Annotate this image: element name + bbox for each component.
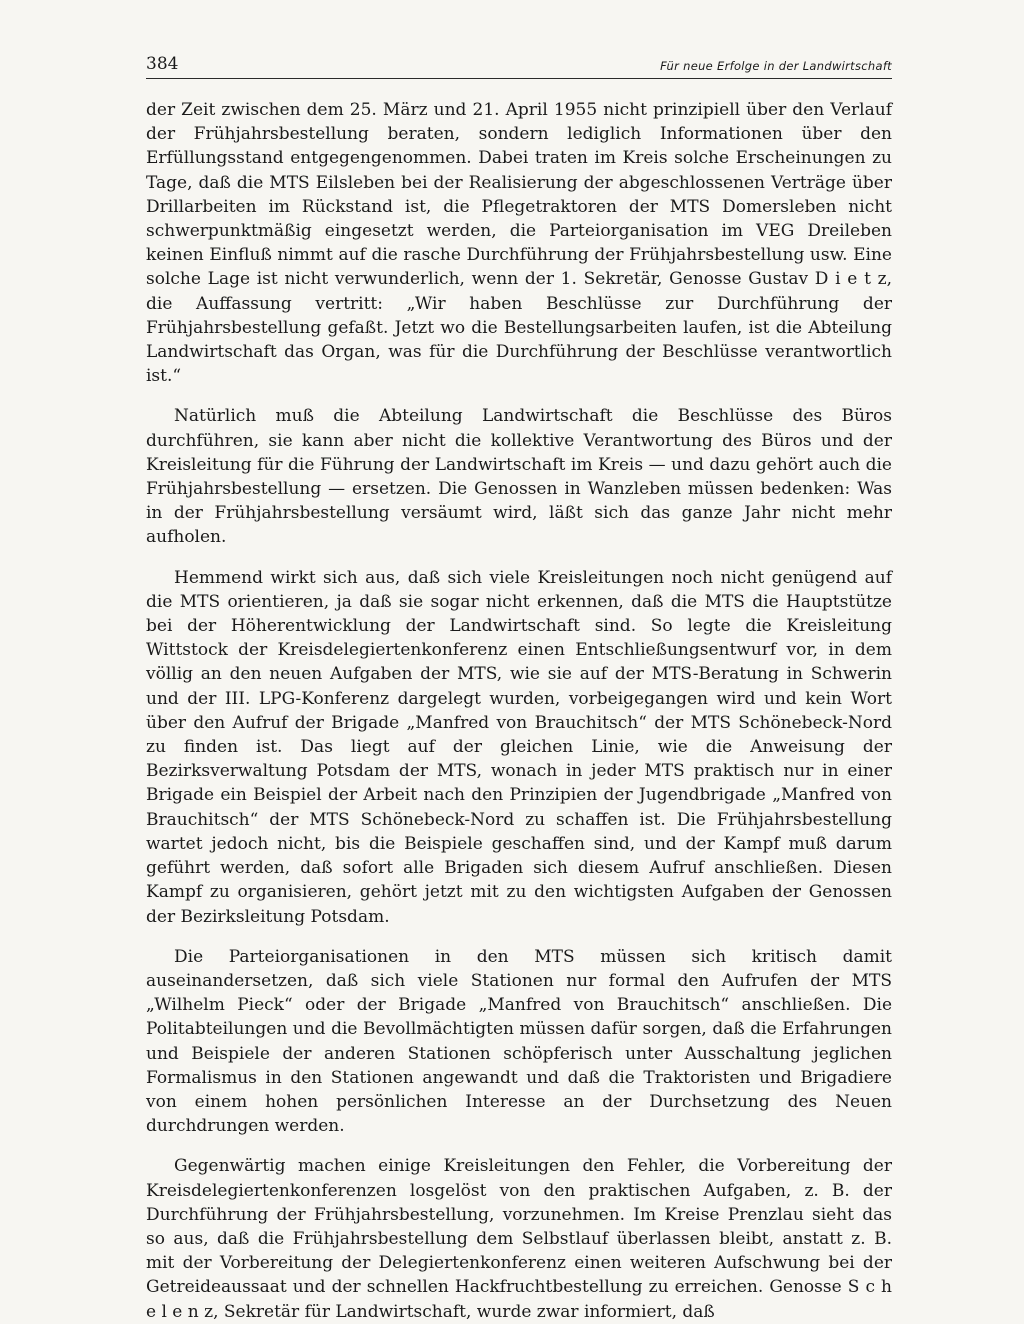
page-header: [146, 52, 892, 79]
paragraph: Die Parteiorganisationen in den MTS müssen sich kritisch damit auseinandersetzen, daß sich viele Stationen nur formal den Aufrufen der MTS „Wilhelm Pieck“ oder der Brigade „Manfred von Brauchitsch“ anschließen. Die Politabteilungen und die Bevollmächtigten müssen dafür sorgen, daß die Erfahrungen und Beispiele der anderen Stationen schöpferisch unter Ausschaltung jeglichen Formalismus in den Stationen angewandt und daß die Traktoristen und Brigadiere von einem hohen persönlichen Interesse an der Durchsetzung des Neuen durchdrungen werden.: [146, 946, 892, 1137]
page-number: 384: [146, 54, 179, 74]
paragraph: der Zeit zwischen dem 25. März und 21. April 1955 nicht prinzipiell über den Verlauf der Frühjahrsbestellung beraten, sondern lediglich Informationen über den Erfüllungsstand entgegengenommen. Dabei traten im Kreis solche Erscheinungen zu Tage, daß die MTS Eilsleben bei der Realisierung der abgeschlossenen Verträge über Drillarbeiten im Rückstand ist, die Pflegetraktoren der MTS Domersleben nicht schwerpunktmäßig eingesetzt werden, die Parteiorganisation im VEG Dreileben keinen Einfluß nimmt auf die rasche Durchführung der Frühjahrsbestellung usw. Eine solche Lage ist nicht verwunderlich, wenn der 1. Sekretär, Genosse Gustav D i e t z, die Auffassung vertritt: „Wir haben Beschlüsse zur Durchführung der Frühjahrsbestellung gefaßt. Jetzt wo die Bestellungsarbeiten laufen, ist die Abteilung Landwirtschaft das Organ, was für die Durchführung der Beschlüsse verantwortlich ist.“: [146, 100, 892, 387]
paragraph: Hemmend wirkt sich aus, daß sich viele Kreisleitungen noch nicht genügend auf die MTS orientieren, ja daß sie sogar nicht erkennen, daß die MTS die Hauptstütze bei der Höherentwicklung der Landwirtschaft sind. So legte die Kreisleitung Wittstock der Kreisdelegiertenkonferenz einen Entschließungsentwurf vor, in dem völlig an den neuen Aufgaben der MTS, wie sie auf der MTS-Beratung in Schwerin und der III. LPG-Konferenz dargelegt wurden, vorbeigegangen wird und kein Wort über den Aufruf der Brigade „Manfred von Brauchitsch“ der MTS Schönebeck-Nord zu finden ist. Das liegt auf der gleichen Linie, wie die Anweisung der Bezirksverwaltung Potsdam der MTS, wonach in jeder MTS praktisch nur in einer Brigade ein Beispiel der Arbeit nach den Prinzipien der Jugendbrigade „Manfred von Brauchitsch“ der MTS Schönebeck-Nord zu schaffen ist. Die Frühjahrsbestellung wartet jedoch nicht, bis die Beispiele geschaffen sind, und der Kampf muß darum geführt werden, daß sofort alle Brigaden sich diesem Aufruf anschließen. Diesen Kampf zu organisieren, gehört jetzt mit zu den wichtigsten Aufgaben der Genossen der Bezirksleitung Potsdam.: [146, 567, 892, 927]
running-title: Für neue Erfolge in der Landwirtschaft: [660, 59, 892, 73]
paragraph: Natürlich muß die Abteilung Landwirtschaft die Beschlüsse des Büros durchführen, sie kann aber nicht die kollektive Verantwortung des Büros und der Kreisleitung für die Führung der Landwirtschaft im Kreis — und dazu gehört auch die Frühjahrsbestellung — ersetzen. Die Genossen in Wanzleben müssen bedenken: Was in der Frühjahrsbestellung versäumt wird, läßt sich das ganze Jahr nicht mehr aufholen.: [146, 406, 892, 548]
paragraph: Gegenwärtig machen einige Kreisleitungen den Fehler, die Vorbereitung der Kreisdelegiertenkonferenzen losgelöst von den praktischen Aufgaben, z. B. der Durchführung der Frühjahrsbestellung, vorzunehmen. Im Kreise Prenzlau sieht das so aus, daß die Frühjahrsbestellung dem Selbstlauf überlassen bleibt, anstatt z. B. mit der Vorbereitung der Delegiertenkonferenz einen weiteren Aufschwung bei der Getreideaussaat und der schnellen Hackfruchtbestellung zu erreichen. Genosse S c h e l e n z, Sekretär für Landwirtschaft, wurde zwar informiert, daß: [146, 1156, 892, 1322]
body-text: [146, 98, 892, 1324]
